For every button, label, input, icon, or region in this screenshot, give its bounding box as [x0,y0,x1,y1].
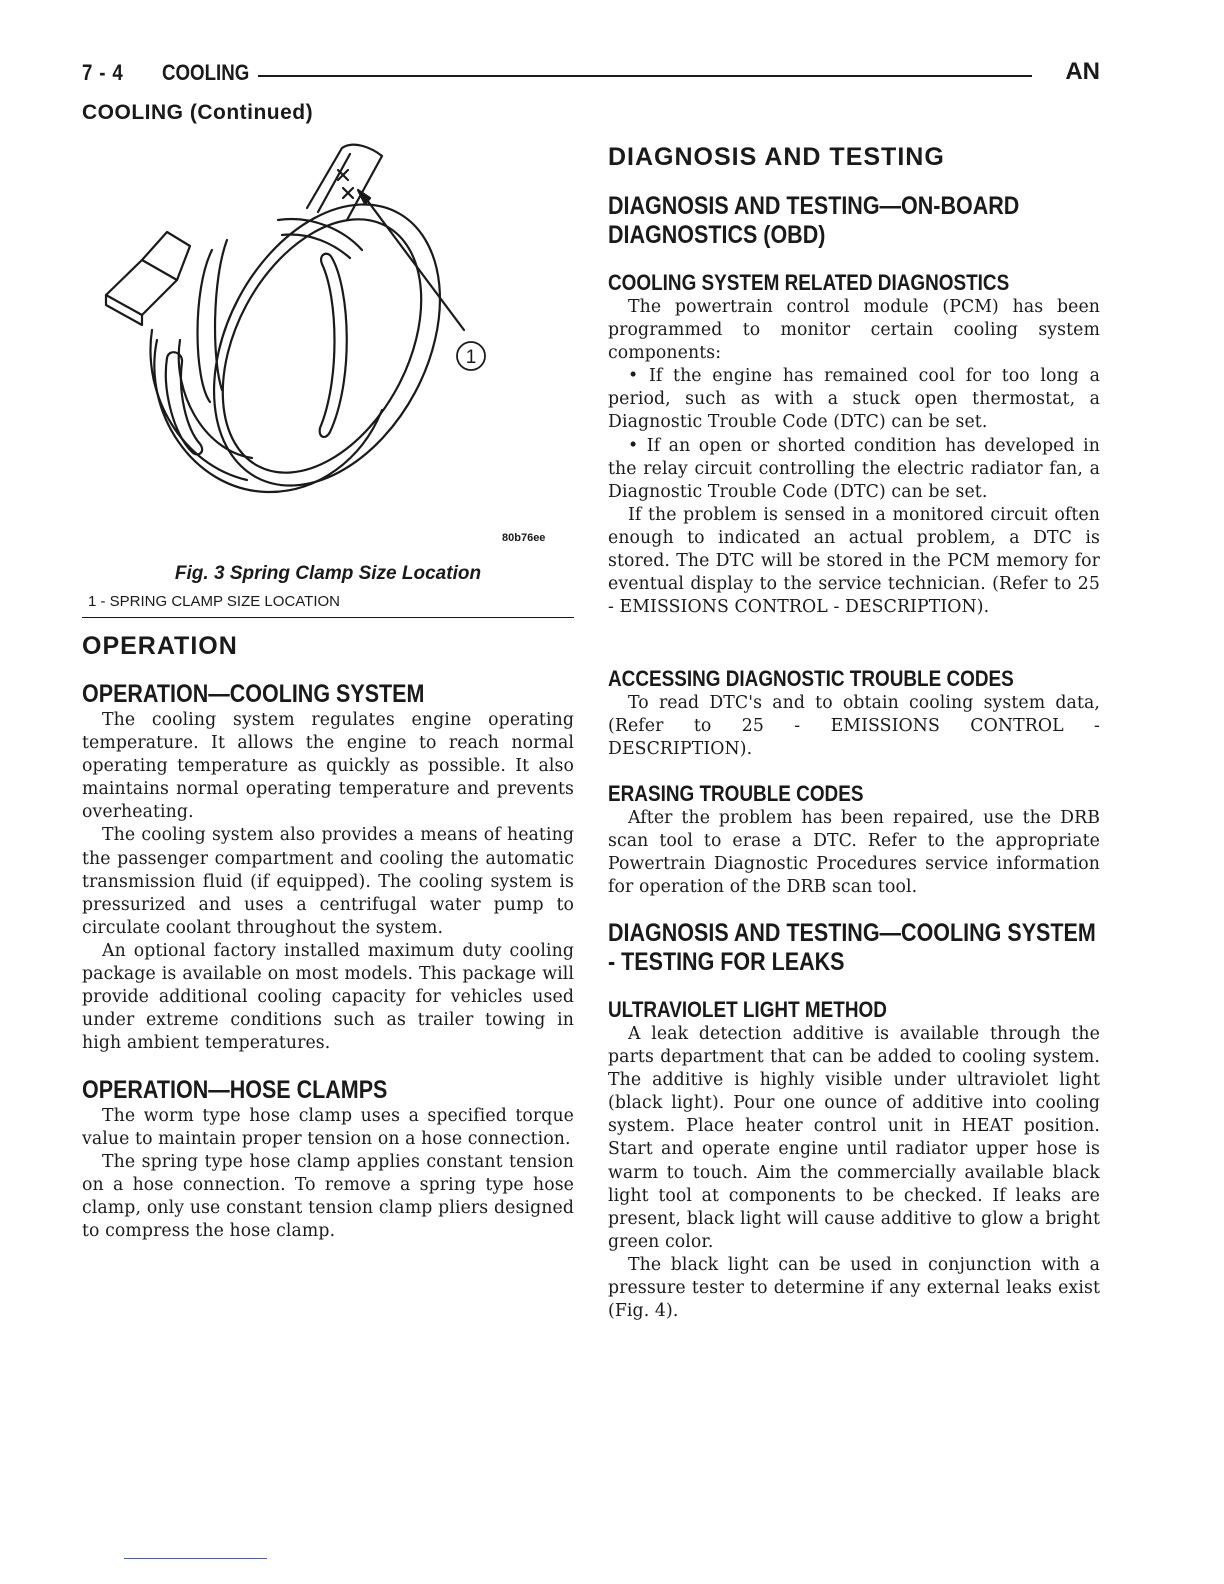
leaks-heading: DIAGNOSIS AND TESTING—COOLING SYSTEM - TESTING FOR LEAKS [608,919,1096,976]
paragraph: The spring type hose clamp applies constant tension on a hose connection. To remove a spring type hose clamp, only use constant tension clamp pliers designed to compress the hose clamp. [82,1152,574,1242]
operation-section [82,632,574,661]
uv-method-heading: ULTRAVIOLET LIGHT METHOD [608,997,887,1022]
related-diagnostics-heading: COOLING SYSTEM RELATED DIAGNOSTICS [608,270,1010,295]
figure-legend: 1 - SPRING CLAMP SIZE LOCATION [88,593,340,610]
uv-method-section [608,997,1100,1323]
figure-rule [82,617,574,618]
bullet-text: If the engine has remained cool for too long a period, such as with a stuck open thermostat, a Diagnostic Trouble Code (DTC) can be set. [608,366,1101,433]
cooling-system-heading: OPERATION—COOLING SYSTEM [82,680,425,708]
running-head [82,58,1100,92]
paragraph: The powertrain control module (PCM) has been programmed to monitor certain cooling system components: [608,297,1100,364]
erasing-section [608,781,1100,899]
hose-clamps-section [82,1076,574,1244]
leaks-section [608,919,1100,977]
continued-heading: COOLING (Continued) [82,101,314,124]
model-code: AN [1065,58,1100,85]
operation-heading: OPERATION [82,632,238,660]
paragraph: The cooling system also provides a means of heating the passenger compartment and cooling the automatic transmission fluid (if equipped). The cooling system is pressurized and uses a centrifugal water pump to circulate coolant throughout the system. [82,825,574,938]
hose-clamps-heading: OPERATION—HOSE CLAMPS [82,1076,388,1104]
paragraph: After the problem has been repaired, use the DRB scan tool to erase a DTC. Refer to the appropriate Powertrain Diagnostic Procedures service information for operation of the DRB scan tool. [608,808,1100,898]
diagnosis-section [608,143,1100,172]
paragraph: If the problem is sensed in a monitored circuit often enough to indicated an actual problem, a DTC is stored. The DTC will be stored in the PCM memory for eventual display to the service technician. (Refer to 25 - EMISSIONS CONTROL - DESCRIPTION). [608,504,1100,618]
header-rule [258,75,1032,77]
bullet-item: • If the engine has remained cool for too long a period, such as with a stuck open thermostat, a Diagnostic Trouble Code (DTC) can be set. [608,366,1101,433]
cooling-system-section [82,680,574,1055]
paragraph: To read DTC's and to obtain cooling system data, (Refer to 25 - EMISSIONS CONTROL - DESCRIPTION). [608,693,1100,760]
bullet-text: If an open or shorted condition has developed in the relay circuit controlling the electric radiator fan, a Diagnostic Trouble Code (DTC) can be set. [608,435,1100,502]
section-title: COOLING [162,60,250,85]
figure-code: 80b76ee [502,532,546,544]
figure-callout-1: 1 [465,347,477,368]
paragraph: The cooling system regulates engine operating temperature. It allows the engine to reach normal operating temperature as quickly as possible. It also maintains normal operating temperature and prevents overheating. [82,710,574,823]
erasing-heading: ERASING TROUBLE CODES [608,781,864,806]
accessing-section [608,666,1100,761]
figure-caption: Fig. 3 Spring Clamp Size Location [174,563,482,584]
paragraph: An optional factory installed maximum duty cooling package is available on most models. This package will provide additional cooling capacity for vehicles used under extreme conditions such as trailer towing in high ambient temperatures. [82,940,574,1054]
bullet-item: • If an open or shorted condition has developed in the relay circuit controlling the electric radiator fan, a Diagnostic Trouble Code (DTC) can be set. [608,435,1100,502]
paragraph: The black light can be used in conjunction with a pressure tester to determine if any external leaks exist (Fig. 4). [608,1254,1100,1322]
spring-clamp-illustration [82,140,574,540]
figure-spring-clamp [82,140,574,620]
paragraph: The worm type hose clamp uses a specified torque value to maintain proper tension on a hose connection. [82,1106,574,1150]
related-diagnostics-section [608,270,1100,619]
footer-mark [124,1558,267,1559]
paragraph: A leak detection additive is available through the parts department that can be added to cooling system. The additive is highly visible under ultraviolet light (black light). Pour one ounce of additive into cooling system. Place heater control unit in HEAT position. Start and operate engine until radiator upper hose is warm to touch. Aim the commercially available black light tool at components to be checked. If leaks are present, black light will cause additive to glow a bright green color. [608,1024,1100,1252]
obd-heading: DIAGNOSIS AND TESTING—ON-BOARD DIAGNOSTICS (OBD) [608,192,1020,249]
page-number: 7 - 4 [82,60,124,85]
accessing-heading: ACCESSING DIAGNOSTIC TROUBLE CODES [608,666,1014,691]
diagnosis-heading: DIAGNOSIS AND TESTING [608,143,945,171]
obd-section [608,192,1100,250]
